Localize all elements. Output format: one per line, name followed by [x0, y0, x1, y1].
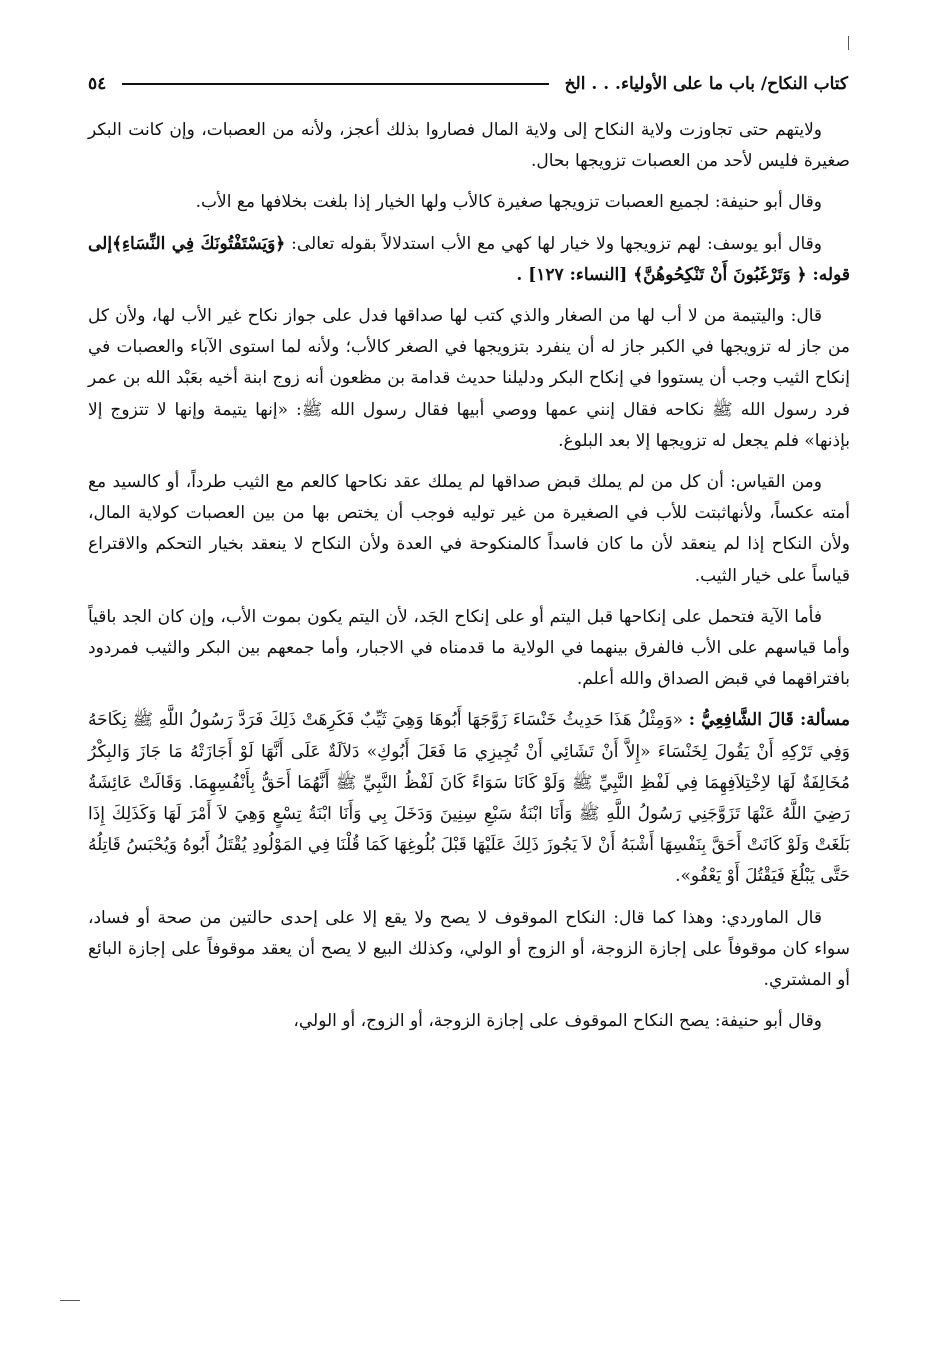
paragraph-8 — [88, 903, 850, 997]
header-rule — [122, 83, 548, 85]
chapter-title: كتاب النكاح/ باب ما على الأولياء. . . الخ — [564, 74, 848, 94]
scan-mark — [848, 36, 849, 50]
masala-heading: مسألة: قَالَ الشَّافِعِيُّ : — [688, 710, 850, 731]
paragraph-3 — [88, 229, 850, 291]
paragraph-text: ولايتهم حتى تجاوزت ولاية النكاح إلى ولاية المال فصاروا بذلك أعجز، ولأنه من العصبات، وإن كانت البكر صغيرة فليس لأحد من العصبات تزويجها بحال. — [88, 120, 850, 172]
paragraph-text: ومن القياس: أن كل من لم يملك قبض صداقها لم يملك عقد نكاحها كالعم مع الثيب طرداً، أو كالسيد مع أمته عكساً، ولأنهاثبتت للأب في الصغيرة من غير توليه فوجب أن يختص بها من بين العصبات كولاية المال، ولأن النكاح إذا لم ينعقد لأن ما كان فاسداً كالمنكوحة في العدة ولأن النكاح لا ينعقد بخيار التحكم والاقتراع قياساً على خيار الثيب. — [88, 472, 850, 586]
page-body — [88, 115, 850, 1355]
paragraph-4 — [88, 301, 850, 457]
shafii-text: «وَمِثْلُ هَذَا حَدِيثُ خَنْسَاءَ زَوَّجَهَا أَبُوهَا وَهِيَ ثَيِّبٌ فَكَرِهَتْ ذَلِكَ فَرَدَّ رَسُولُ اللَّهِ ﷺ نِكَاحَهُ وَفِي تَرْكِهِ أَنْ يَقُولَ لِخَنْسَاءَ «إِلاَّ أَنْ تَشَائِي أَنْ تُجِيزِي مَا فَعَلَ أَبُوكِ» دَلاَلَةٌ عَلَى أَنَّهَا لَوْ أَجَازَتْهُ مَا جَازَ وَالبِكْرُ مُخَالِفَةٌ لَهَا لاِخْتِلاَفِهِمَا فِي لَفْظِ النَّبِيِّ ﷺ وَلَوْ كَانَا سَوَاءً كَانَ لَفْظُ النَّبِيِّ ﷺ أَنَّهُمَا أَحَقُّ بِأَنْفُسِهِمَا. وَقَالَتْ عَائِشَةُ رَضِيَ اللَّهُ عَنْهَا تَزَوَّجَنِي رَسُولُ اللَّهِ ﷺ وَأَنَا ابْنَةُ سَبْعِ سِنِينَ وَدَخَلَ بِي وَأَنَا ابْنَةُ تِسْعٍ وَهِيَ لاَ أَمْرَ لَهَا وَكَذَلِكَ إِذَا بَلَغَتْ وَلَوْ كَانَتْ أَحَقَّ بِنَفْسِهَا أَشْبَهُ أَنْ لاَ يَجُوزَ ذَلِكَ عَلَيْهَا قَبْلَ بُلُوغِهَا كَمَا قُلْنَا فِي المَوْلُودِ يُقْتَلُ أَبُوهُ وَيُحْبَسُ قَاتِلُهُ حَتَّى يَبْلُغَ فَيَقْتُلَ أَوْ يَعْفُو». — [88, 710, 850, 887]
paragraph-7 — [88, 705, 850, 892]
paragraph-1 — [88, 115, 850, 177]
paragraph-text: فأما الآية فتحمل على إنكاحها قبل اليتم أو على إنكاح الجَد، لأن اليتم يكون بموت الأب، وإن كان الجد باقياً وأما قياسهم على الأب فالفرق بينهما في الولاية ما قدمناه في الاجبار، وأما جمعهم بين البكر والثيب فمردود بافتراقهما في قبض الصداق والله أعلم. — [88, 606, 850, 690]
quran-citation: ﴿وَيَسْتَفْتُونَكَ فِي النِّسَاءِ﴾إلى قوله: ﴿ وَتَرْغَبُونَ أَنْ تَنْكِحُوهُنَّ﴾ [النساء: ١٢٧] . — [88, 233, 850, 285]
paragraph-5 — [88, 467, 850, 592]
paragraph-text: وقال أبو حنيفة: يصح النكاح الموقوف على إجازة الزوجة، أو الزوج، أو الولي، — [293, 1011, 822, 1032]
page-number: ٥٤ — [88, 74, 107, 94]
scan-mark — [60, 1300, 80, 1301]
paragraph-text: وقال أبو يوسف: لهم تزويجها ولا خيار لها كهي مع الأب استدلالاً بقوله تعالى: — [291, 233, 822, 254]
paragraph-text: قال الماوردي: وهذا كما قال: النكاح الموقوف لا يصح ولا يقع إلا على إحدى حالتين من صحة أو فساد، سواء كان موقوفاً على إجازة الزوجة، أو الزوج أو الولي، وكذلك البيع لا يصح أن يعقد موقوفاً على إجازة البائع أو المشتري. — [88, 907, 850, 991]
paragraph-text: وقال أبو حنيفة: لجميع العصبات تزويجها صغيرة كالأب ولها الخيار إذا بلغت بخلافها مع الأب. — [195, 192, 822, 213]
paragraph-6 — [88, 602, 850, 696]
running-header — [88, 64, 848, 104]
paragraph-text: قال: واليتيمة من لا أب لها من الصغار والذي كتب لها صداقها فدل على جواز نكاح غير الأب لها، ولأن كل من جاز له تزويجها في الكبر جاز له أن ينفرد بتزويجها في الصغر كالأب؛ ولأنه لما استوى الآباء والعصبات في إنكاح الثيب وجب أن يستووا في إنكاح البكر ودليلنا حديث قدامة بن مظعون أنه زوج ابنة أخيه بعَبْد الله بن عمر فرد رسول الله ﷺ نكاحه فقال إنني عمها ووصي أبيها فقال رسول الله ﷺ: «إنها يتيمة وإنها لا تتزوج إلا بإذنها» فلم يجعل له تزويجها إلا بعد البلوغ. — [88, 306, 850, 451]
paragraph-9 — [88, 1006, 850, 1037]
paragraph-2 — [88, 187, 850, 218]
